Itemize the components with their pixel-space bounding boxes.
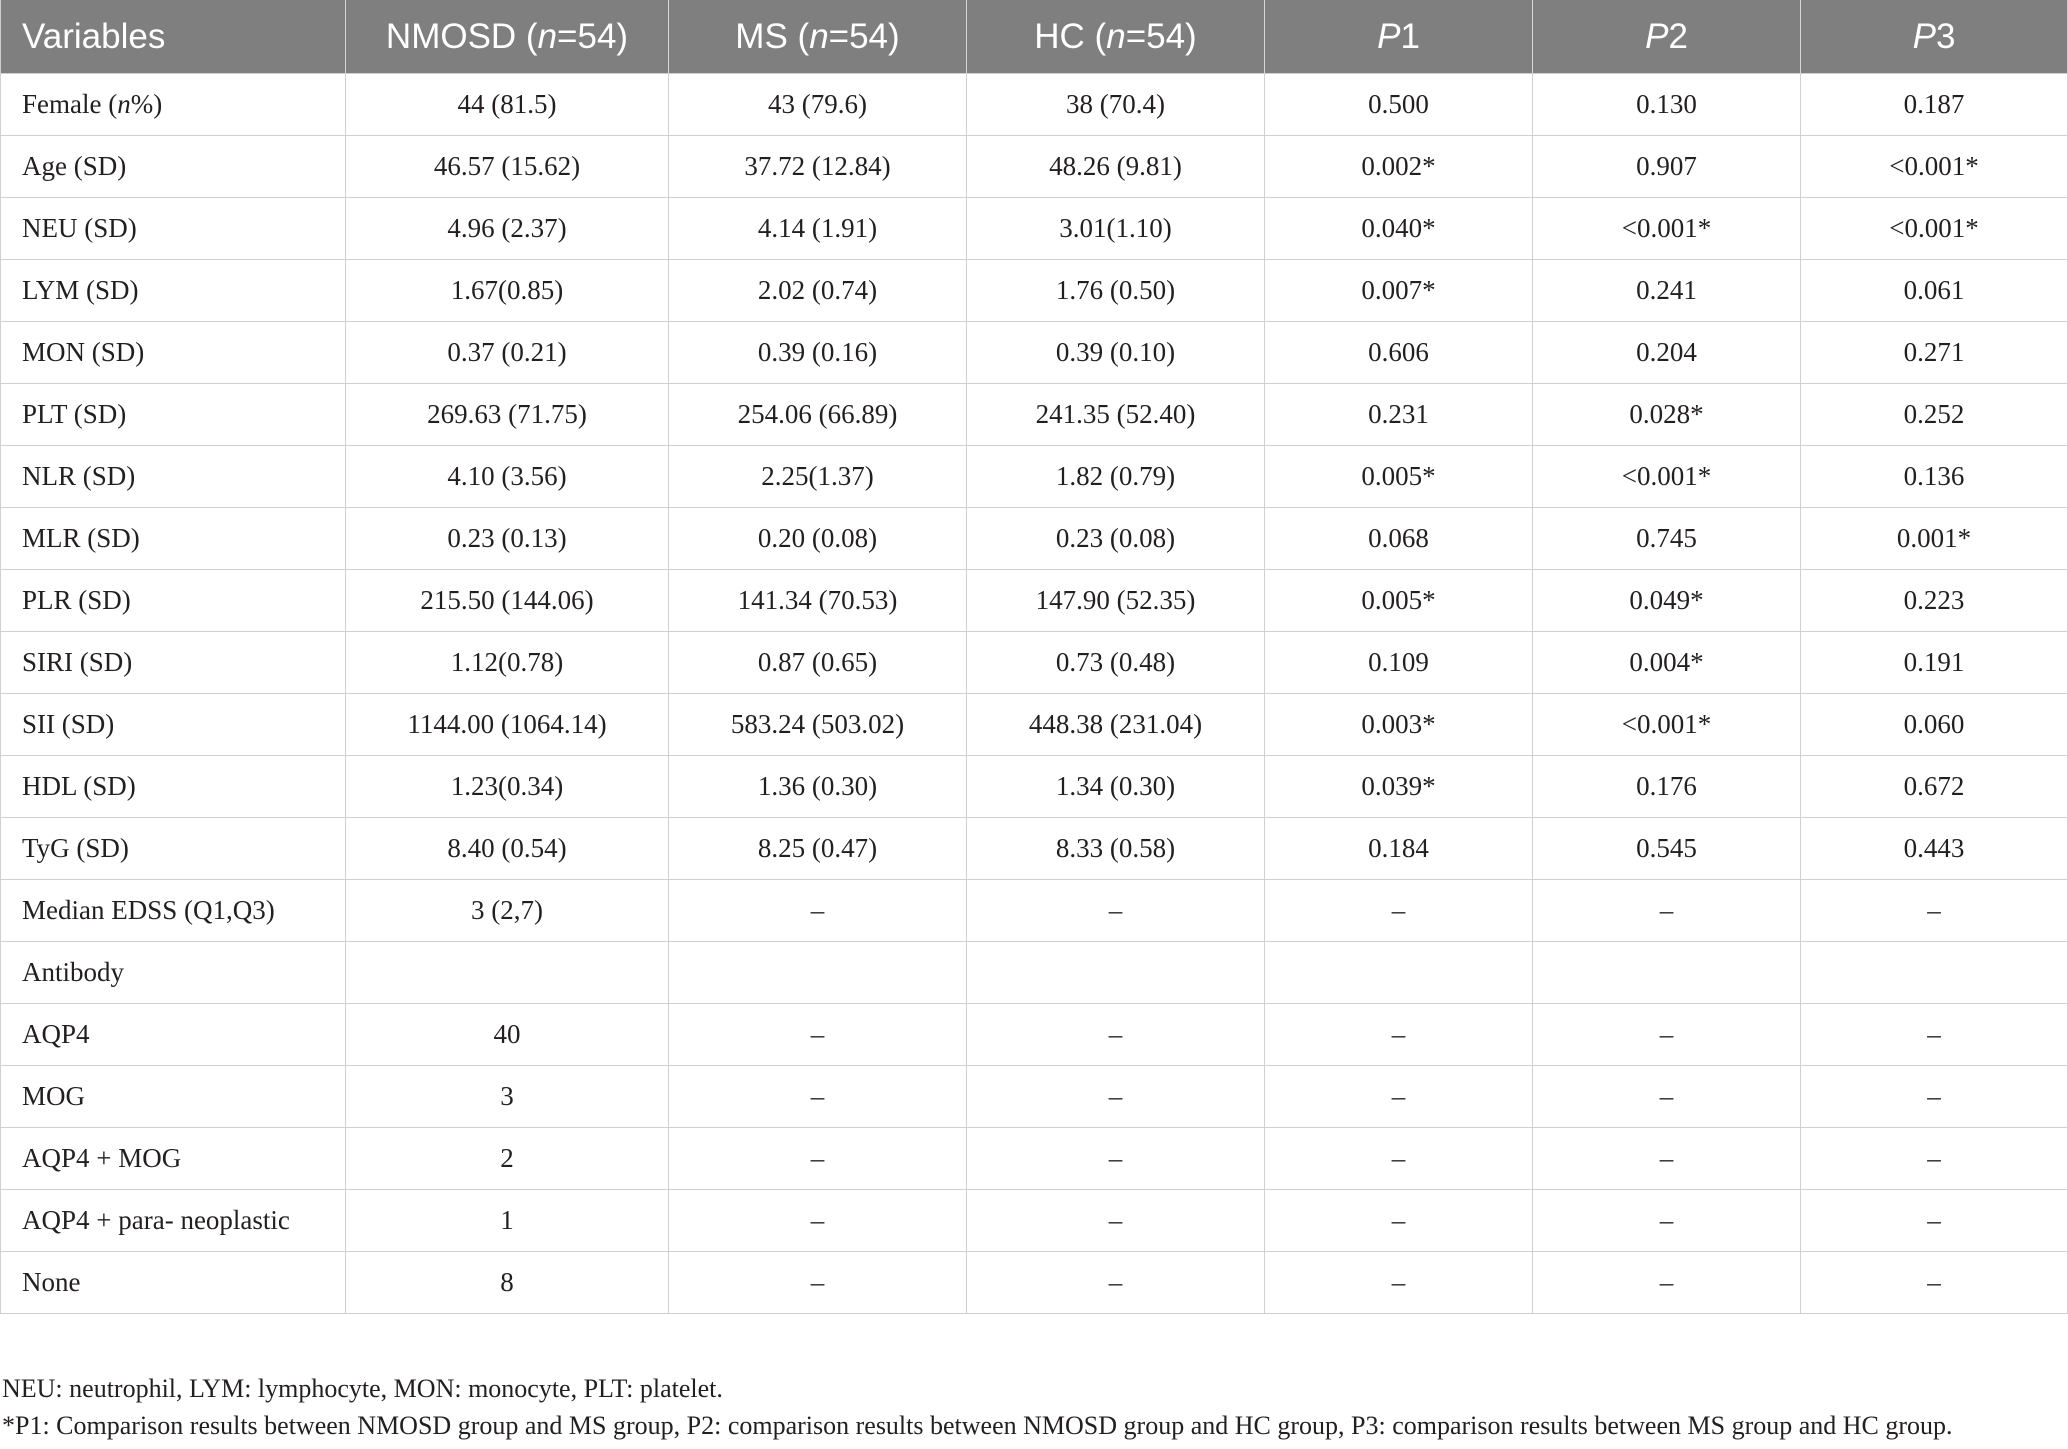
cell-p1: – — [1265, 1066, 1533, 1128]
cell-nmosd: 8.40 (0.54) — [346, 818, 669, 880]
row-label — [1, 1252, 346, 1314]
header-hc — [967, 0, 1265, 74]
cell-p1: 0.231 — [1265, 384, 1533, 446]
row-label-text: MLR (SD) — [22, 523, 140, 553]
cell-ms: – — [669, 880, 967, 942]
row-label-text: AQP4 — [22, 1019, 90, 1049]
cell-nmosd: 3 — [346, 1066, 669, 1128]
cell-hc: 241.35 (52.40) — [967, 384, 1265, 446]
cell-p3: 0.191 — [1801, 632, 2068, 694]
row-label-text: PLT (SD) — [22, 399, 127, 429]
row-label-text: NEU (SD) — [22, 213, 137, 243]
cell-p2: – — [1533, 880, 1801, 942]
header-text-italic: P — [1645, 16, 1669, 56]
cell-p2: – — [1533, 1190, 1801, 1252]
cell-ms: 0.39 (0.16) — [669, 322, 967, 384]
cell-p1 — [1265, 942, 1533, 1004]
cell-p3: 0.443 — [1801, 818, 2068, 880]
cell-p2: – — [1533, 1004, 1801, 1066]
header-text-italic: n — [537, 16, 558, 56]
header-text: NMOSD ( — [385, 16, 538, 56]
cell-p3: 0.136 — [1801, 446, 2068, 508]
cell-p2: 0.004* — [1533, 632, 1801, 694]
row-label-text: NLR (SD) — [22, 461, 136, 491]
row-label — [1, 198, 346, 260]
cell-p3: – — [1801, 1190, 2068, 1252]
cell-p2: 0.907 — [1533, 136, 1801, 198]
row-label-text: AQP4 + para- neoplastic — [22, 1205, 290, 1235]
cell-p1: 0.040* — [1265, 198, 1533, 260]
row-label — [1, 818, 346, 880]
table-row — [1, 322, 2068, 384]
cell-ms: 2.25(1.37) — [669, 446, 967, 508]
cell-p1: – — [1265, 1128, 1533, 1190]
cell-ms: – — [669, 1066, 967, 1128]
header-text: MS ( — [735, 16, 810, 56]
cell-nmosd: 215.50 (144.06) — [346, 570, 669, 632]
row-label — [1, 756, 346, 818]
row-label — [1, 136, 346, 198]
header-row — [1, 0, 2068, 74]
table-footnotes — [2, 1370, 1953, 1444]
table-row — [1, 508, 2068, 570]
cell-nmosd: 8 — [346, 1252, 669, 1314]
cell-p3: <0.001* — [1801, 136, 2068, 198]
row-label-text: SII (SD) — [22, 709, 115, 739]
cell-p2: 0.176 — [1533, 756, 1801, 818]
header-p3 — [1801, 0, 2068, 74]
cell-p3: 0.187 — [1801, 74, 2068, 136]
cell-p2: 0.049* — [1533, 570, 1801, 632]
cell-p1: 0.606 — [1265, 322, 1533, 384]
cell-ms: 37.72 (12.84) — [669, 136, 967, 198]
table-row — [1, 260, 2068, 322]
cell-nmosd: 3 (2,7) — [346, 880, 669, 942]
cell-p3: 0.223 — [1801, 570, 2068, 632]
cell-p3: – — [1801, 1252, 2068, 1314]
cell-p2: 0.130 — [1533, 74, 1801, 136]
row-label — [1, 74, 346, 136]
cell-hc: 0.39 (0.10) — [967, 322, 1265, 384]
cell-ms: – — [669, 1128, 967, 1190]
cell-nmosd: 46.57 (15.62) — [346, 136, 669, 198]
cell-ms: 4.14 (1.91) — [669, 198, 967, 260]
cell-p1: 0.002* — [1265, 136, 1533, 198]
header-text: 3 — [1935, 16, 1956, 56]
cell-ms — [669, 942, 967, 1004]
cell-nmosd: 269.63 (71.75) — [346, 384, 669, 446]
row-label — [1, 508, 346, 570]
cell-p1: 0.109 — [1265, 632, 1533, 694]
cell-hc: 147.90 (52.35) — [967, 570, 1265, 632]
cell-p2: – — [1533, 1252, 1801, 1314]
cell-hc: – — [967, 1004, 1265, 1066]
cell-hc: 1.76 (0.50) — [967, 260, 1265, 322]
cell-p3: 0.672 — [1801, 756, 2068, 818]
row-label — [1, 880, 346, 942]
row-label-text: TyG (SD) — [22, 833, 129, 863]
row-label — [1, 632, 346, 694]
cell-hc: 0.23 (0.08) — [967, 508, 1265, 570]
cell-p1: 0.184 — [1265, 818, 1533, 880]
row-label — [1, 942, 346, 1004]
cell-p3: 0.060 — [1801, 694, 2068, 756]
cell-nmosd: 2 — [346, 1128, 669, 1190]
cell-p1: – — [1265, 1252, 1533, 1314]
cell-hc: – — [967, 1252, 1265, 1314]
cell-nmosd: 0.37 (0.21) — [346, 322, 669, 384]
header-text: =54) — [828, 16, 900, 56]
cell-p2: 0.745 — [1533, 508, 1801, 570]
header-nmosd — [346, 0, 669, 74]
cell-nmosd: 4.10 (3.56) — [346, 446, 669, 508]
table-row — [1, 632, 2068, 694]
cell-ms: 0.87 (0.65) — [669, 632, 967, 694]
cell-p1: 0.039* — [1265, 756, 1533, 818]
cell-p3: – — [1801, 1066, 2068, 1128]
cell-p2: <0.001* — [1533, 694, 1801, 756]
header-text-italic: P — [1377, 16, 1401, 56]
header-text: 1 — [1400, 16, 1420, 56]
cell-nmosd: 44 (81.5) — [346, 74, 669, 136]
row-label — [1, 446, 346, 508]
cell-ms: – — [669, 1190, 967, 1252]
cell-p1: 0.005* — [1265, 446, 1533, 508]
row-label — [1, 694, 346, 756]
table-row — [1, 1128, 2068, 1190]
cell-p3: 0.271 — [1801, 322, 2068, 384]
cell-nmosd: 1.12(0.78) — [346, 632, 669, 694]
cell-p2: – — [1533, 1066, 1801, 1128]
cell-ms: 254.06 (66.89) — [669, 384, 967, 446]
cell-hc: 0.73 (0.48) — [967, 632, 1265, 694]
row-label — [1, 1066, 346, 1128]
header-text: HC ( — [1034, 16, 1107, 56]
row-label-text-italic: n — [117, 89, 131, 119]
cell-nmosd: 1 — [346, 1190, 669, 1252]
row-label — [1, 322, 346, 384]
cell-nmosd: 1.67(0.85) — [346, 260, 669, 322]
cell-nmosd — [346, 942, 669, 1004]
cell-ms: 1.36 (0.30) — [669, 756, 967, 818]
row-label-text: LYM (SD) — [22, 275, 139, 305]
cell-ms: – — [669, 1252, 967, 1314]
cell-hc: 3.01(1.10) — [967, 198, 1265, 260]
row-label-text: Antibody — [22, 957, 125, 987]
cell-p1: 0.007* — [1265, 260, 1533, 322]
cell-p2: – — [1533, 1128, 1801, 1190]
cell-p2: 0.204 — [1533, 322, 1801, 384]
cell-ms: – — [669, 1004, 967, 1066]
table-body — [1, 74, 2068, 1314]
row-label — [1, 1004, 346, 1066]
table-row — [1, 1252, 2068, 1314]
table-row — [1, 694, 2068, 756]
row-label-text: Age (SD) — [22, 151, 127, 181]
cell-nmosd: 1.23(0.34) — [346, 756, 669, 818]
cell-p3: 0.001* — [1801, 508, 2068, 570]
cell-p2: 0.545 — [1533, 818, 1801, 880]
row-label — [1, 260, 346, 322]
row-label-text: MON (SD) — [22, 337, 145, 367]
cell-p1: – — [1265, 880, 1533, 942]
table-row — [1, 1190, 2068, 1252]
cell-hc: – — [967, 1190, 1265, 1252]
cell-p3: – — [1801, 1128, 2068, 1190]
cell-nmosd: 4.96 (2.37) — [346, 198, 669, 260]
table-row — [1, 384, 2068, 446]
header-text: =54) — [557, 16, 629, 56]
cell-p3: 0.252 — [1801, 384, 2068, 446]
row-label-text: HDL (SD) — [22, 771, 136, 801]
cell-p1: – — [1265, 1190, 1533, 1252]
cell-hc: 1.82 (0.79) — [967, 446, 1265, 508]
cell-hc: 48.26 (9.81) — [967, 136, 1265, 198]
cell-nmosd: 1144.00 (1064.14) — [346, 694, 669, 756]
header-text: Variables — [22, 16, 166, 56]
cell-p1: 0.005* — [1265, 570, 1533, 632]
footnote-abbreviations: NEU: neutrophil, LYM: lymphocyte, MON: monocyte, PLT: platelet. — [2, 1374, 723, 1403]
cell-p1: 0.003* — [1265, 694, 1533, 756]
cell-ms: 0.20 (0.08) — [669, 508, 967, 570]
cell-hc — [967, 942, 1265, 1004]
cell-hc: – — [967, 880, 1265, 942]
row-label — [1, 570, 346, 632]
row-label-text: None — [22, 1267, 81, 1297]
cell-hc: 38 (70.4) — [967, 74, 1265, 136]
row-label-text: Female ( — [22, 89, 118, 119]
table-row — [1, 136, 2068, 198]
cell-hc: 448.38 (231.04) — [967, 694, 1265, 756]
header-p2 — [1533, 0, 1801, 74]
header-text-italic: n — [809, 16, 829, 56]
row-label-text: MOG — [22, 1081, 86, 1111]
table-row — [1, 570, 2068, 632]
table-row — [1, 756, 2068, 818]
cell-ms: 141.34 (70.53) — [669, 570, 967, 632]
cell-p2: <0.001* — [1533, 198, 1801, 260]
header-text-italic: P — [1912, 16, 1936, 56]
cell-ms: 8.25 (0.47) — [669, 818, 967, 880]
cell-ms: 43 (79.6) — [669, 74, 967, 136]
cell-p2: <0.001* — [1533, 446, 1801, 508]
cell-p2: 0.241 — [1533, 260, 1801, 322]
cell-p1: – — [1265, 1004, 1533, 1066]
table-row — [1, 74, 2068, 136]
table-header — [1, 0, 2068, 74]
cell-hc: 8.33 (0.58) — [967, 818, 1265, 880]
cell-p1: 0.068 — [1265, 508, 1533, 570]
table-row — [1, 942, 2068, 1004]
cell-ms: 2.02 (0.74) — [669, 260, 967, 322]
cell-hc: – — [967, 1066, 1265, 1128]
cell-p2: 0.028* — [1533, 384, 1801, 446]
row-label — [1, 1190, 346, 1252]
row-label-text: AQP4 + MOG — [22, 1143, 182, 1173]
cell-p3: – — [1801, 880, 2068, 942]
header-text: 2 — [1668, 16, 1688, 56]
cell-ms: 583.24 (503.02) — [669, 694, 967, 756]
row-label — [1, 1128, 346, 1190]
cell-nmosd: 0.23 (0.13) — [346, 508, 669, 570]
table-row — [1, 446, 2068, 508]
cell-p2 — [1533, 942, 1801, 1004]
table-row — [1, 1066, 2068, 1128]
cell-p3 — [1801, 942, 2068, 1004]
cell-p3: – — [1801, 1004, 2068, 1066]
header-p1 — [1265, 0, 1533, 74]
cell-p1: 0.500 — [1265, 74, 1533, 136]
row-label-text: SIRI (SD) — [22, 647, 133, 677]
row-label — [1, 384, 346, 446]
footnote-comparisons: *P1: Comparison results between NMOSD group and MS group, P2: comparison results between NMOSD group and HC group, P3: comparison results between MS group and HC group. — [2, 1411, 1953, 1440]
row-label-text: Median EDSS (Q1,Q3) — [22, 895, 275, 925]
header-ms — [669, 0, 967, 74]
row-label-text: %) — [130, 89, 163, 119]
header-text-italic: n — [1106, 16, 1126, 56]
table-row — [1, 198, 2068, 260]
table-row — [1, 1004, 2068, 1066]
cell-p3: 0.061 — [1801, 260, 2068, 322]
row-label-text: PLR (SD) — [22, 585, 131, 615]
cell-hc: – — [967, 1128, 1265, 1190]
table-row — [1, 818, 2068, 880]
cell-p3: <0.001* — [1801, 198, 2068, 260]
table-row — [1, 880, 2068, 942]
header-text: =54) — [1125, 16, 1197, 56]
cell-hc: 1.34 (0.30) — [967, 756, 1265, 818]
header-variables — [1, 0, 346, 74]
cell-nmosd: 40 — [346, 1004, 669, 1066]
